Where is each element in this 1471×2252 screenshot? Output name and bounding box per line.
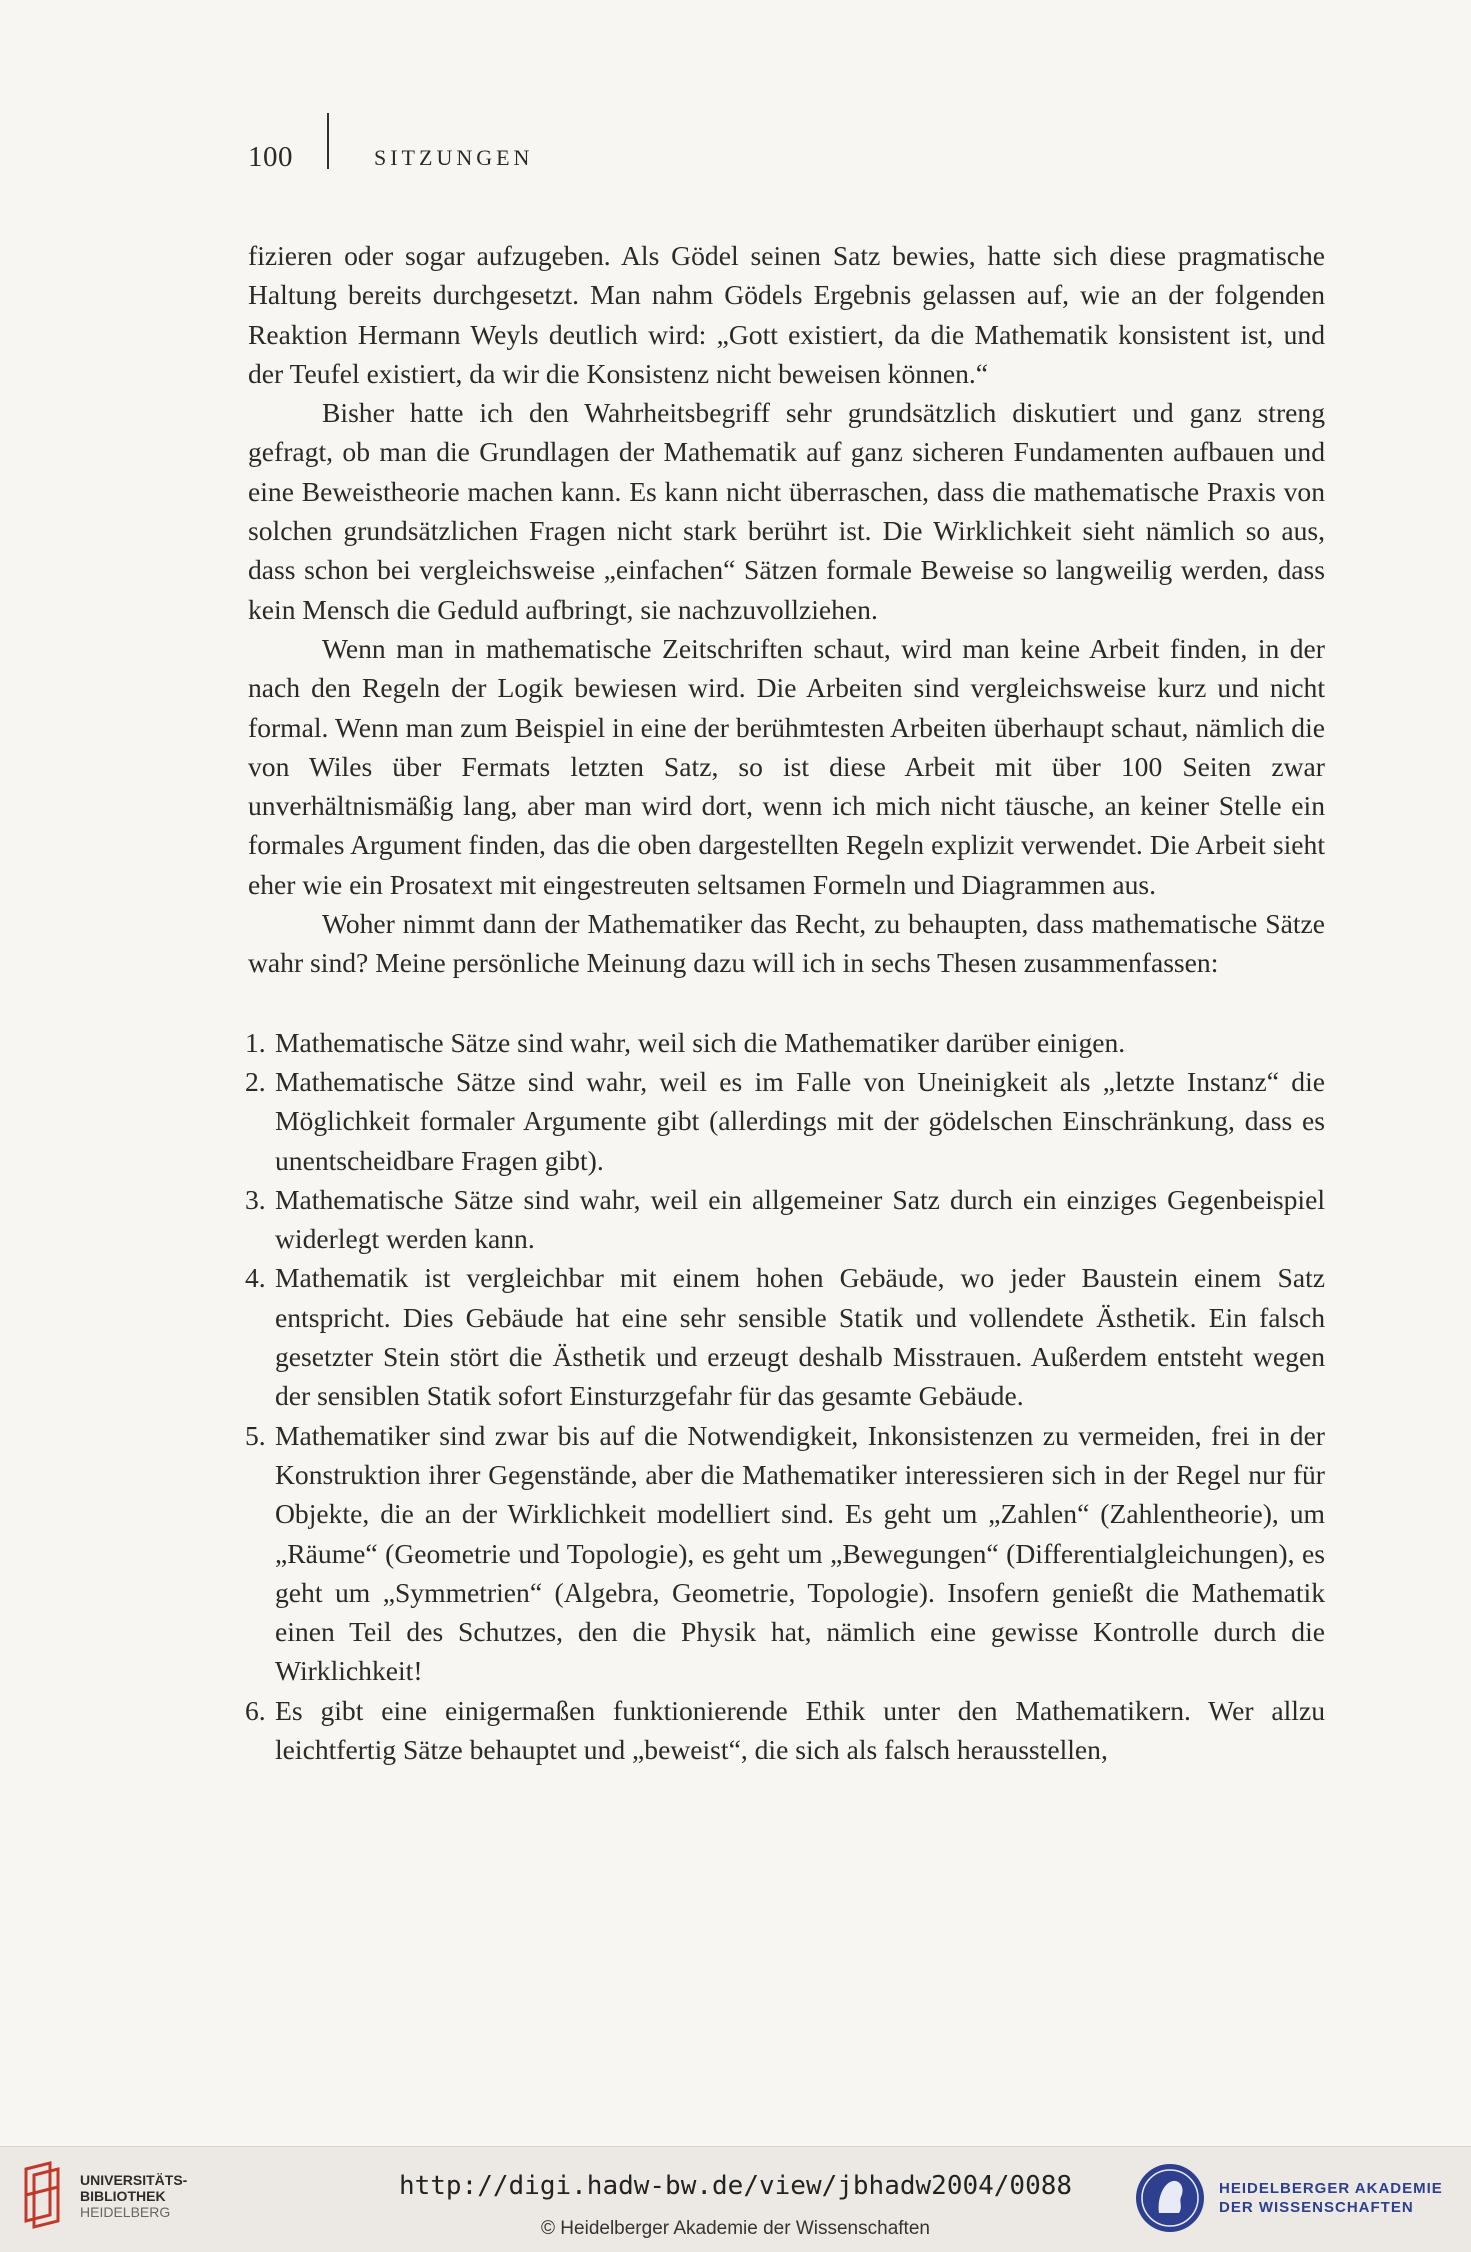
thesis-text: Mathematische Sätze sind wahr, weil es im Falle von Uneinigkeit als „letzte Instanz“ die Möglichkeit formaler Argumente gibt (allerdings mit der gödelschen Einschränkung, dass es unentscheidbare Fragen gibt).: [275, 1065, 1325, 1176]
thesis-item: [245, 1258, 1325, 1415]
permalink-url[interactable]: http://digi.hadw-bw.de/view/jbhadw2004/0088: [398, 2171, 1073, 2201]
ub-line-1: UNIVERSITÄTS-: [80, 2172, 188, 2188]
thesis-item: [245, 1691, 1325, 1770]
thesis-number: 6.: [245, 1694, 266, 1726]
copyright-notice: © Heidelberger Akademie der Wissenschaften: [541, 2218, 930, 2239]
paragraph: Bisher hatte ich den Wahrheitsbegriff sehr grundsätzlich diskutiert und ganz streng gefragt, ob man die Grundlagen der Mathematik auf ganz sicheren Fundamenten aufbauen und eine Beweistheorie machen kann. Es kann nicht überraschen, dass die mathematische Praxis von solchen grundsätzlichen Fragen nicht stark berührt ist. Die Wirklichkeit sieht nämlich so aus, dass schon bei vergleichsweise „einfachen“ Sätzen formale Beweise so langweilig werden, dass kein Mensch die Geduld aufbringt, sie nachzuvollziehen.: [248, 397, 1325, 625]
theses-list: [245, 1023, 1325, 1770]
header-divider: [327, 113, 329, 169]
thesis-number: 4.: [245, 1262, 266, 1294]
ub-line-2: BIBLIOTHEK: [80, 2188, 166, 2204]
thesis-number: 5.: [245, 1419, 266, 1451]
thesis-number: 3.: [245, 1183, 266, 1215]
academy-line-2: DER WISSENSCHAFTEN: [1219, 2199, 1414, 2216]
section-title: SITZUNGEN: [374, 145, 534, 170]
paragraph: fizieren oder sogar aufzugeben. Als Gödel seinen Satz bewies, hatte sich diese pragmatische Haltung bereits durchgesetzt. Man nahm Gödels Ergebnis gelassen auf, wie an der folgenden Reaktion Hermann Weyls deutlich wird: „Gott existiert, da die Mathematik konsistent ist, und der Teufel existiert, da wir die Konsistenz nicht beweisen können.“: [248, 240, 1325, 389]
thesis-item: [245, 1180, 1325, 1259]
paragraph: Wenn man in mathematische Zeitschriften schaut, wird man keine Arbeit finden, in der nach den Regeln der Logik bewiesen wird. Die Arbeiten sind vergleichsweise kurz und nicht formal. Wenn man zum Beispiel in eine der berühmtesten Arbeiten überhaupt schaut, nämlich die von Wiles über Fermats letzten Satz, so ist diese Arbeit mit über 100 Seiten zwar unverhältnismäßig lang, aber man wird dort, wenn ich mich nicht täusche, an keiner Stelle ein formales Argument finden, das die oben dargestellten Regeln explizit verwendet. Die Arbeit sieht eher wie ein Prosatext mit eingestreuten seltsamen Formeln und Diagrammen aus.: [248, 632, 1325, 900]
viewer-footer: [0, 2146, 1471, 2252]
thesis-item: [245, 1062, 1325, 1180]
thesis-text: Mathematische Sätze sind wahr, weil ein allgemeiner Satz durch ein einziges Gegenbeispiel widerlegt werden kann.: [275, 1183, 1325, 1255]
thesis-number: 2.: [245, 1065, 266, 1097]
academy-logo[interactable]: [1133, 2161, 1443, 2235]
page-number: 100: [248, 141, 293, 173]
academy-logo-text: [1219, 2179, 1443, 2217]
academy-seal-icon: [1133, 2161, 1207, 2235]
paragraph: Woher nimmt dann der Mathematiker das Recht, zu behaupten, dass mathematische Sätze wahr sind? Meine persönliche Meinung dazu will ich in sechs Thesen zusammenfassen:: [248, 908, 1325, 979]
ub-line-3: HEIDELBERG: [80, 2204, 171, 2220]
academy-line-1: HEIDELBERGER AKADEMIE: [1219, 2180, 1443, 2197]
thesis-text: Es gibt eine einigermaßen funktionierende Ethik unter den Mathematikern. Wer allzu leichtfertig Sätze behauptet und „beweist“, die sich als falsch herausstellen,: [275, 1694, 1325, 1765]
thesis-text: Mathematiker sind zwar bis auf die Notwendigkeit, Inkonsistenzen zu vermeiden, frei in der Konstruktion ihrer Gegenstände, aber die Mathematiker interessieren sich in der Regel nur für Objekte, die an der Wirklichkeit modelliert sind. Es geht um „Zahlen“ (Zahlentheorie), um „Räume“ (Geometrie und Topologie), es geht um „Bewegungen“ (Differentialgleichungen), es geht um „Symmetrien“ (Algebra, Geometrie, Topologie). Insofern genießt die Mathematik einen Teil des Schutzes, den die Physik hat, nämlich eine gewisse Kontrolle durch die Wirklichkeit!: [275, 1419, 1325, 1687]
thesis-item: [245, 1023, 1325, 1062]
thesis-text: Mathematische Sätze sind wahr, weil sich die Mathematiker darüber einigen.: [275, 1026, 1126, 1058]
thesis-number: 1.: [245, 1026, 266, 1058]
thesis-text: Mathematik ist vergleichbar mit einem hohen Gebäude, wo jeder Baustein einem Satz entspricht. Dies Gebäude hat eine sehr sensible Statik und vollendete Ästhetik. Ein falsch gesetzter Stein stört die Ästhetik und erzeugt deshalb Misstrauen. Außerdem entsteht wegen der sensiblen Statik sofort Einsturzgefahr für das gesamte Gebäude.: [275, 1262, 1325, 1412]
running-head: [248, 138, 293, 172]
body-text: [245, 236, 1325, 1769]
thesis-item: [245, 1416, 1325, 1691]
